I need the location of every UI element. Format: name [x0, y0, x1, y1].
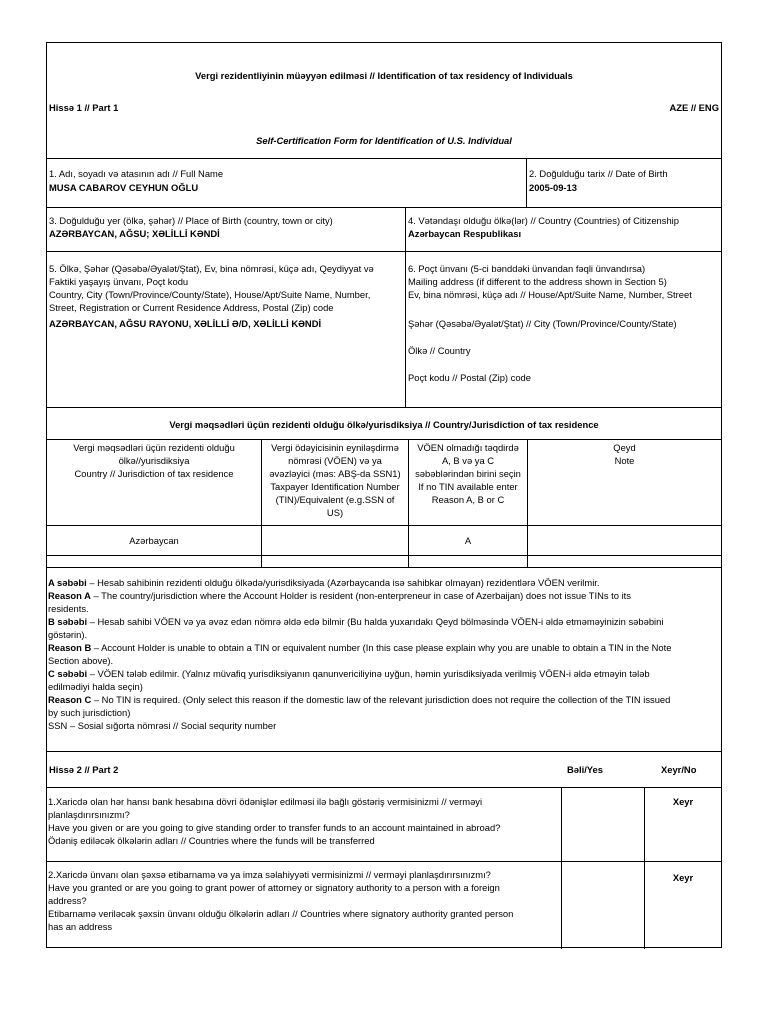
part1-heading: Hissə 1 // Part 1 — [49, 102, 119, 113]
form-title: Vergi rezidentliyinin müəyyən edilməsi // Identification of tax residency of Individuals — [195, 70, 573, 81]
dob-label: 2. Doğulduğu tarix // Date of Birth — [529, 168, 668, 179]
col-header-note: Qeyd Note — [613, 442, 636, 466]
mailing-city-label: Şəhər (Qəsəbə/Əyalət/Ştat) // City (Town/Province/County/State) — [408, 318, 677, 329]
col-header-country: Vergi məqsədləri üçün rezidenti olduğu ölkə//yurisdiksiya Country // Jurisdiction of tax residence — [73, 442, 235, 479]
tax-reason-cell: A — [464, 535, 472, 546]
question-1: 1.Xaricdə olan hər hansı bank hesabına dövri ödənişlər edilməsi ilə bağlı göstəriş vermisinizmi // verməyi planlaşdırırsınızmı? Have you given or are you going to give standing order to transfer funds to an account maintained in abroad? Ödəniş ediləcək ölkələrin adları // Countries where the funds will be transferred — [48, 796, 501, 846]
divider — [47, 751, 721, 752]
birthplace-value: AZƏRBAYCAN, AĞSU; XƏLİLLİ KƏNDİ — [49, 228, 220, 239]
address-label: 5. Ölkə, Şəhər (Qəsəbə/Əyalət/Ştat), Ev, bina nömrəsi, küçə adı, Qeydiyyat və Faktiki yaşayış ünvanı, Poçt kodu Country, City (Town/Province/County/State), House/Apt/Suite Name, Number, Street, Registration or Current Residence Address, Postal (Zip) code — [49, 263, 374, 313]
divider — [405, 207, 406, 407]
divider — [644, 787, 645, 949]
divider — [47, 567, 721, 568]
address-value: AZƏRBAYCAN, AĞSU RAYONU, XƏLİLLİ Ə/D, XƏLİLLİ KƏNDİ — [49, 318, 322, 329]
mailing-postal-label: Poçt kodu // Postal (Zip) code — [408, 372, 531, 383]
divider — [526, 158, 527, 207]
full-name-label: 1. Adı, soyadı və atasının adı // Full Name — [49, 168, 224, 179]
divider — [47, 207, 721, 208]
divider — [47, 251, 721, 252]
col-header-reason: VÖEN olmadığı təqdirdə A, B və ya C səbəblərindən birini seçin If no TIN available enter Reason A, B or C — [415, 442, 521, 505]
mailing-country-label: Ölkə // Country — [408, 345, 471, 356]
reason-c-az: C səbəbi – VÖEN tələb edilmir. (Yalnız müvafiq yurisdiksiyanın qanunvericiliyinə uyğun, həmin yurisdiksiyada verilmiş VÖEN-i əldə etməyin tələb — [48, 668, 650, 679]
tax-country-cell: Azərbaycan — [129, 535, 179, 546]
language-indicator: AZE // ENG — [669, 102, 719, 113]
divider — [47, 787, 721, 788]
question-2-answer: Xeyr — [672, 872, 694, 883]
question-1-answer: Xeyr — [672, 796, 694, 807]
birthplace-label: 3. Doğulduğu yer (ölkə, şəhər) // Place of Birth (country, town or city) — [49, 215, 333, 226]
divider — [47, 525, 721, 526]
reason-a-az: A səbəbi – Hesab sahibinin rezidenti olduğu ölkədə/yurisdiksiyada (Azərbaycanda isə sahibkar olmayan) rezidentlərə VÖEN verilmir. — [48, 577, 600, 588]
yes-column-header: Bəli/Yes — [567, 764, 603, 775]
form-subtitle: Self-Certification Form for Identification of U.S. Individual — [256, 135, 512, 146]
dob-value: 2005-09-13 — [529, 182, 577, 193]
form-page — [46, 42, 722, 948]
divider — [47, 439, 721, 440]
reason-b-en: Reason B – Account Holder is unable to obtain a TIN or equivalent number (In this case please explain why you are unable to obtain a TIN in the Note — [48, 642, 672, 653]
part2-heading: Hissə 2 // Part 2 — [49, 764, 119, 775]
divider — [47, 861, 721, 862]
divider — [561, 787, 562, 949]
reason-a-en: Reason A – The country/jurisdiction where the Account Holder is resident (non-enterpreneur in case of Azerbaijan) does not issue TINs to its — [48, 590, 631, 601]
citizenship-label: 4. Vətəndaşı olduğu ölkə(lər) // Country (Countries) of Citizenship — [408, 215, 679, 226]
question-2: 2.Xaricdə ünvanı olan şəxsə etibarnamə və ya imza səlahiyyəti vermisinizmi // verməyi planlaşdırırsınızmı? Have you granted or are you going to grant power of attorney or signatory authority to a person with a foreign address? Etibarnamə veriləcək şəxsin ünvanı olduğu ölkələrin adları // Countries where signatory authority granted person has an address — [48, 869, 514, 932]
reason-b-az: B səbəbi – Hesab sahibi VÖEN və ya əvəz edən nömrə əldə edə bilmir (Bu halda yuxarıdakı Qeyd bölməsində VÖEN-i əldə etməməyinizin səbəbini — [48, 616, 664, 627]
no-column-header: Xeyr/No — [661, 764, 697, 775]
divider — [47, 555, 721, 556]
tax-residence-title: Vergi məqsədləri üçün rezidenti olduğu ölkə/yurisdiksiya // Country/Jurisdiction of tax residence — [169, 419, 599, 430]
col-header-tin: Vergi ödəyicisinin eyniləşdirmə nömrəsi (VÖEN) və ya əvəzləyici (məs: ABŞ-da SSN1) Taxpayer Identification Number (TIN)/Equivalent (e.g.SSN of US) — [269, 442, 401, 518]
full-name-value: MUSA CABAROV CEYHUN OĞLU — [49, 182, 199, 193]
reason-c-en: Reason C – No TIN is required. (Only select this reason if the domestic law of the relevant jurisdiction does not require the collection of the TIN issued — [48, 694, 671, 705]
citizenship-value: Azərbaycan Respublikası — [408, 228, 522, 239]
reasons-block: A səbəbi – Hesab sahibinin rezidenti olduğu ölkədə/yurisdiksiyada (Azərbaycanda isə sahibkar olmayan) rezidentlərə VÖEN verilmir. Reason A – The country/jurisdiction where the Account Holder is resident (non-enterpreneur in case of Azerbaijan) does not issue TINs to its residents. B səbəbi – Hesab sahibi VÖEN və ya əvəz edən nömrə əldə edə bilmir (Bu halda yuxarıdakı Qeyd bölməsində VÖEN-i əldə etməməyinizin səbəbini göstərin). Reason B – Account Holder is unable to obtain a TIN or equivalent number (In this case please explain why you are unable to obtain a TIN in the Note Section above). C səbəbi – VÖEN tələb edilmir. (Yalnız müvafiq yurisdiksiyanın qanunvericiliyinə uyğun, həmin yurisdiksiyada verilmiş VÖEN-i əldə etməyin tələb edilmədiyi halda seçin) Reason C – No TIN is required. (Only select this reason if the domestic law of the relevant jurisdiction does not require the collection of the TIN issued by such jurisdiction) SSN – Sosial sığorta nömrəsi // Social sequrity number — [48, 577, 672, 731]
mailing-label: 6. Poçt ünvanı (5-ci bənddəki ünvandan fəqli ünvandırsa) Mailing address (if different to the address shown in Section 5) Ev, bina nömrəsi, küçə adı // House/Apt/Suite Name, Number, Street — [408, 263, 692, 300]
divider — [47, 407, 721, 408]
ssn-note: SSN – Sosial sığorta nömrəsi // Social sequrity number — [48, 720, 277, 731]
divider — [47, 158, 721, 159]
